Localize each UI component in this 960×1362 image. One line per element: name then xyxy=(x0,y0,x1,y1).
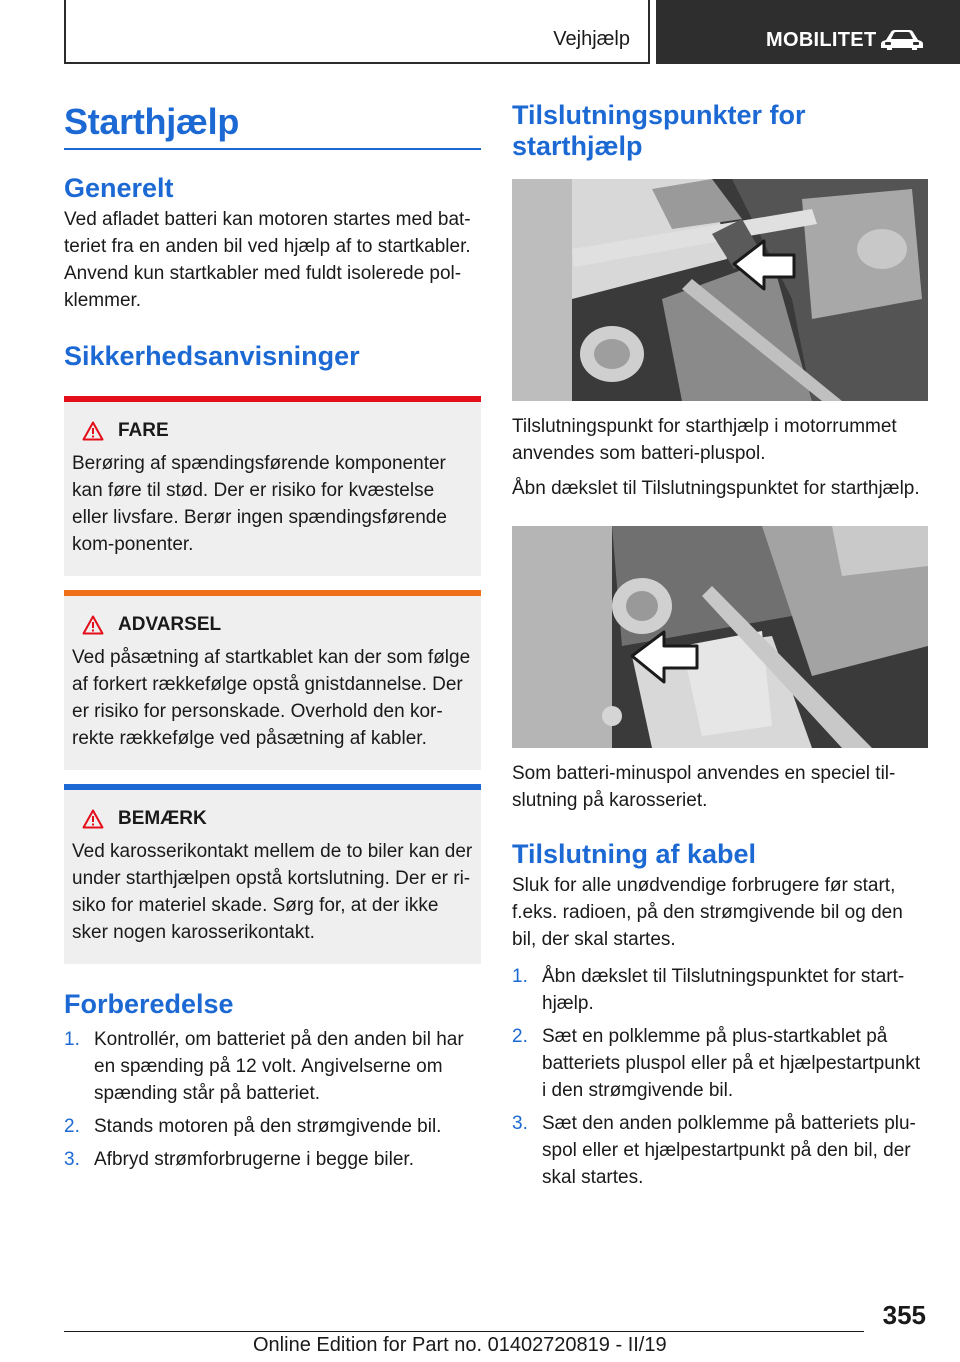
connect-cable-heading: Tilslutning af kabel xyxy=(512,839,757,869)
list-item: 3. Sæt den anden polklemme på batteriets plu-spol eller et hjælpestartpunkt på den bil, der skal startes. xyxy=(512,1113,916,1188)
warning-danger-text: Berøring af spændingsførende komponenter kan føre til stød. Der er risiko for kvæstelse eller livsfare. Berør ingen spændingsførende kom-ponenter. xyxy=(72,453,447,555)
right-column xyxy=(512,100,928,1197)
warning-danger-label: FARE xyxy=(118,420,169,441)
warning-triangle-icon xyxy=(82,421,104,441)
footer-divider xyxy=(64,1331,864,1332)
section-title: Vejhjælp xyxy=(553,28,630,50)
warning-danger xyxy=(64,396,481,576)
warning-notice xyxy=(64,784,481,964)
page-number: 355 xyxy=(882,1300,926,1330)
warning-notice-body xyxy=(64,790,481,964)
list-item: 1. Kontrollér, om batteriet på den anden bil har en spænding på 12 volt. Angivelserne om spænding står på batteriet. xyxy=(64,1029,464,1104)
connect-intro: Sluk for alle unødvendige forbrugere før start, f.eks. radioen, på den strømgivende bil og den bil, der skal startes. xyxy=(512,875,903,950)
photo1-note: Åbn dækslet til Tilslutningspunktet for starthjælp. xyxy=(512,478,920,499)
warning-caution-label: ADVARSEL xyxy=(118,614,222,635)
warning-caution xyxy=(64,590,481,770)
preparation-steps xyxy=(64,1026,481,1173)
general-heading: Generelt xyxy=(64,173,174,203)
left-column xyxy=(64,100,481,1179)
list-item: 3. Afbryd strømforbrugerne i begge biler. xyxy=(64,1149,414,1170)
connection-points-heading: Tilslutningspunkter for starthjælp xyxy=(512,100,806,161)
warning-danger-body xyxy=(64,402,481,576)
car-icon xyxy=(880,28,924,52)
footer-edition: Online Edition for Part no. 01402720819 - II/19 xyxy=(253,1334,667,1356)
connect-steps xyxy=(512,963,928,1191)
warning-caution-text: Ved påsætning af startkablet kan der som følge af forkert rækkefølge opstå gnistdannelse. Der er risiko for personskade. Overhold den kor-rekte rækkefølge ved påsætning af kabler. xyxy=(72,647,471,749)
warning-notice-text: Ved karosserikontakt mellem de to biler kan der under starthjælpen opstå kortslutning. Der er ri-siko for materiel skade. Sørg for, at der ikke sker nogen karosserikontakt. xyxy=(72,841,473,943)
preparation-heading: Forberedelse xyxy=(64,989,234,1019)
engine-bay-photo-positive xyxy=(512,179,928,401)
list-item: 1. Åbn dækslet til Tilslutningspunktet for start-hjælp. xyxy=(512,966,905,1014)
list-item: 2. Stands motoren på den strømgivende bil. xyxy=(64,1116,442,1137)
warning-triangle-icon xyxy=(82,809,104,829)
safety-heading: Sikkerhedsanvisninger xyxy=(64,341,360,371)
header-section-box xyxy=(64,0,650,64)
general-text: Ved afladet batteri kan motoren startes med bat-teriet fra en anden bil ved hjælp af to startkabler. Anvend kun startkabler med fuldt isolerede pol-klemmer. xyxy=(64,209,471,311)
chapter-title: MOBILITET xyxy=(766,29,877,51)
warning-notice-label: BEMÆRK xyxy=(118,808,207,829)
title-divider xyxy=(64,148,481,150)
chapter-tab xyxy=(656,0,960,64)
list-item: 2. Sæt en polklemme på plus-startkablet på batteriets pluspol eller på et hjælpestartpunkt i den strømgivende bil. xyxy=(512,1026,921,1101)
page-title: Starthjælp xyxy=(64,101,240,142)
photo2-caption: Som batteri-minuspol anvendes en speciel til-slutning på karosseriet. xyxy=(512,763,896,811)
warning-caution-body xyxy=(64,596,481,770)
warning-triangle-icon xyxy=(82,615,104,635)
engine-bay-photo-negative xyxy=(512,526,928,748)
photo1-caption: Tilslutningspunkt for starthjælp i motorrummet anvendes som batteri-pluspol. xyxy=(512,416,897,464)
